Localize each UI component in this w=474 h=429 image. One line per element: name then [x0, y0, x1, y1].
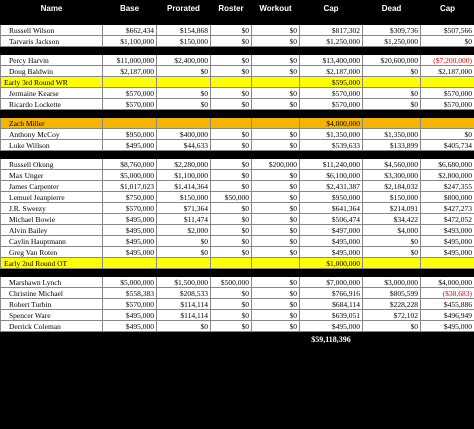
player-name: Derrick Coleman: [1, 321, 103, 332]
value-cell: $2,280,000: [157, 159, 211, 170]
value-cell: $114,114: [157, 310, 211, 321]
value-cell: $2,431,387: [300, 181, 363, 192]
value-cell: $0: [211, 214, 252, 225]
value-cell: $0: [157, 321, 211, 332]
value-cell: $3,000,000: [363, 277, 421, 288]
value-cell: $507,566: [421, 25, 474, 36]
value-cell: $570,000: [421, 88, 474, 99]
value-cell: $0: [252, 88, 300, 99]
value-cell: $2,187,000: [300, 66, 363, 77]
player-name: Percy Harvin: [1, 55, 103, 66]
value-cell: $570,000: [421, 99, 474, 110]
spacer-cell: [1, 269, 474, 277]
value-cell: $72,102: [363, 310, 421, 321]
header-row: [1, 1, 474, 17]
value-cell: $0: [252, 321, 300, 332]
value-cell: $2,000: [157, 225, 211, 236]
player-name: Ricardo Lockette: [1, 99, 103, 110]
value-cell: $493,000: [421, 225, 474, 236]
value-cell: $0: [211, 321, 252, 332]
value-cell: $1,000,000: [300, 258, 363, 269]
value-cell: $0: [211, 247, 252, 258]
table-row: [1, 277, 474, 288]
value-cell: $0: [211, 236, 252, 247]
value-cell: $0: [211, 288, 252, 299]
value-cell: $11,000,000: [103, 55, 157, 66]
table-row: [1, 88, 474, 99]
table-row: [1, 214, 474, 225]
value-cell: $0: [252, 247, 300, 258]
player-name: Anthony McCoy: [1, 129, 103, 140]
player-name: Early 2nd Round OT: [1, 258, 103, 269]
value-cell: $247,355: [421, 181, 474, 192]
table-row: [1, 170, 474, 181]
value-cell: $495,000: [300, 321, 363, 332]
value-cell: [157, 118, 211, 129]
value-cell: $0: [252, 99, 300, 110]
value-cell: [211, 118, 252, 129]
value-cell: $800,000: [421, 192, 474, 203]
table-row: [1, 192, 474, 203]
value-cell: $3,300,000: [363, 170, 421, 181]
value-cell: $4,000,000: [300, 118, 363, 129]
value-cell: $950,000: [300, 192, 363, 203]
value-cell: $495,000: [103, 321, 157, 332]
player-name: Tarvaris Jackson: [1, 36, 103, 47]
value-cell: $7,000,000: [300, 277, 363, 288]
value-cell: $11,474: [157, 214, 211, 225]
value-cell: $0: [363, 247, 421, 258]
value-cell: $495,000: [103, 140, 157, 151]
total-spacer: [1, 332, 300, 347]
value-cell: $0: [421, 129, 474, 140]
player-name: Greg Van Roten: [1, 247, 103, 258]
value-cell: $1,500,000: [157, 277, 211, 288]
value-cell: $570,000: [300, 99, 363, 110]
table-row: [1, 118, 474, 129]
value-cell: $1,100,000: [157, 170, 211, 181]
value-cell: $114,114: [157, 299, 211, 310]
value-cell: $0: [211, 181, 252, 192]
table-row: [1, 99, 474, 110]
table-row: [1, 258, 474, 269]
value-cell: $1,100,000: [103, 36, 157, 47]
value-cell: $400,000: [157, 129, 211, 140]
table-row: [1, 321, 474, 332]
value-cell: ($38,683): [421, 288, 474, 299]
value-cell: $0: [252, 203, 300, 214]
value-cell: $1,414,364: [157, 181, 211, 192]
value-cell: $13,400,000: [300, 55, 363, 66]
value-cell: $214,091: [363, 203, 421, 214]
value-cell: [252, 118, 300, 129]
value-cell: $558,383: [103, 288, 157, 299]
value-cell: $0: [252, 310, 300, 321]
value-cell: $5,000,000: [103, 170, 157, 181]
value-cell: $817,302: [300, 25, 363, 36]
player-name: Marshawn Lynch: [1, 277, 103, 288]
player-name: Zach Miller: [1, 118, 103, 129]
value-cell: $570,000: [103, 88, 157, 99]
value-cell: $0: [252, 299, 300, 310]
value-cell: $684,114: [300, 299, 363, 310]
value-cell: $8,760,000: [103, 159, 157, 170]
value-cell: $495,000: [300, 236, 363, 247]
value-cell: $495,000: [421, 247, 474, 258]
player-name: Spencer Ware: [1, 310, 103, 321]
value-cell: $6,680,000: [421, 159, 474, 170]
value-cell: $44,633: [157, 140, 211, 151]
header-prorated: Prorated: [157, 1, 211, 17]
value-cell: [363, 258, 421, 269]
value-cell: $1,250,000: [363, 36, 421, 47]
value-cell: $0: [252, 129, 300, 140]
value-cell: $0: [363, 66, 421, 77]
value-cell: $309,736: [363, 25, 421, 36]
player-name: James Carpenter: [1, 181, 103, 192]
table-row: [1, 310, 474, 321]
value-cell: $1,250,000: [300, 36, 363, 47]
value-cell: [421, 118, 474, 129]
value-cell: $0: [211, 203, 252, 214]
player-name: Russell Wilson: [1, 25, 103, 36]
value-cell: $539,633: [300, 140, 363, 151]
table-row: [1, 225, 474, 236]
value-cell: $4,560,000: [363, 159, 421, 170]
value-cell: $0: [211, 129, 252, 140]
player-name: Michael Bowie: [1, 214, 103, 225]
player-name: Alvin Bailey: [1, 225, 103, 236]
value-cell: $0: [252, 225, 300, 236]
table-row: [1, 25, 474, 36]
value-cell: $497,000: [300, 225, 363, 236]
value-cell: $595,000: [300, 77, 363, 88]
table-row: [1, 288, 474, 299]
value-cell: $506,474: [300, 214, 363, 225]
table-row: [1, 203, 474, 214]
spacer-cell: [1, 110, 474, 118]
value-cell: $71,364: [157, 203, 211, 214]
value-cell: $0: [211, 140, 252, 151]
value-cell: $34,422: [363, 214, 421, 225]
header-cap: Cap: [300, 1, 363, 17]
value-cell: $0: [211, 299, 252, 310]
value-cell: $0: [252, 36, 300, 47]
table-row: [1, 55, 474, 66]
value-cell: $0: [211, 170, 252, 181]
value-cell: $495,000: [103, 214, 157, 225]
player-name: Caylin Hauptmann: [1, 236, 103, 247]
group-spacer: [1, 17, 474, 25]
value-cell: [103, 118, 157, 129]
value-cell: $495,000: [103, 225, 157, 236]
player-name: Christine Michael: [1, 288, 103, 299]
value-cell: $0: [252, 236, 300, 247]
total-cap: $59,118,396: [300, 332, 363, 347]
value-cell: [363, 77, 421, 88]
value-cell: [252, 258, 300, 269]
value-cell: $495,000: [103, 236, 157, 247]
value-cell: $0: [363, 321, 421, 332]
player-name: J.R. Sweezy: [1, 203, 103, 214]
value-cell: $2,184,032: [363, 181, 421, 192]
value-cell: [103, 77, 157, 88]
value-cell: $0: [157, 247, 211, 258]
table-body: [1, 17, 474, 347]
value-cell: $472,052: [421, 214, 474, 225]
value-cell: [211, 258, 252, 269]
value-cell: $495,000: [421, 321, 474, 332]
value-cell: $154,868: [157, 25, 211, 36]
group-spacer: [1, 269, 474, 277]
header-name: Name: [1, 1, 103, 17]
player-name: Robert Turbin: [1, 299, 103, 310]
value-cell: [421, 77, 474, 88]
value-cell: $6,100,000: [300, 170, 363, 181]
spacer-cell: [1, 47, 474, 55]
total-spacer: [363, 332, 474, 347]
value-cell: $0: [252, 25, 300, 36]
value-cell: $496,949: [421, 310, 474, 321]
value-cell: $200,000: [252, 159, 300, 170]
value-cell: $0: [211, 88, 252, 99]
value-cell: $50,000: [211, 192, 252, 203]
value-cell: [103, 258, 157, 269]
value-cell: $570,000: [103, 299, 157, 310]
value-cell: $0: [252, 66, 300, 77]
value-cell: $805,599: [363, 288, 421, 299]
value-cell: $0: [252, 277, 300, 288]
value-cell: $570,000: [300, 88, 363, 99]
table-row: [1, 77, 474, 88]
value-cell: $2,400,000: [157, 55, 211, 66]
value-cell: $0: [211, 66, 252, 77]
value-cell: $0: [157, 88, 211, 99]
value-cell: $2,800,000: [421, 170, 474, 181]
value-cell: $1,017,023: [103, 181, 157, 192]
value-cell: $2,187,000: [421, 66, 474, 77]
value-cell: $0: [211, 36, 252, 47]
value-cell: $662,434: [103, 25, 157, 36]
value-cell: $0: [252, 140, 300, 151]
value-cell: $0: [211, 310, 252, 321]
player-name: Doug Baldwin: [1, 66, 103, 77]
value-cell: ($7,200,000): [421, 55, 474, 66]
value-cell: $0: [363, 99, 421, 110]
value-cell: [252, 77, 300, 88]
value-cell: $500,000: [211, 277, 252, 288]
table-row: [1, 140, 474, 151]
table-row: [1, 129, 474, 140]
value-cell: $0: [157, 99, 211, 110]
value-cell: $150,000: [363, 192, 421, 203]
table-row: [1, 181, 474, 192]
value-cell: $0: [211, 159, 252, 170]
header-base: Base: [103, 1, 157, 17]
group-spacer: [1, 151, 474, 159]
player-name: Lemuel Jeanpierre: [1, 192, 103, 203]
value-cell: $0: [252, 288, 300, 299]
table-row: [1, 66, 474, 77]
value-cell: $750,000: [103, 192, 157, 203]
value-cell: [363, 118, 421, 129]
player-name: Early 3rd Round WR: [1, 77, 103, 88]
value-cell: $455,886: [421, 299, 474, 310]
value-cell: $0: [211, 25, 252, 36]
value-cell: $0: [252, 170, 300, 181]
value-cell: $5,000,000: [103, 277, 157, 288]
value-cell: $0: [252, 181, 300, 192]
player-name: Max Unger: [1, 170, 103, 181]
value-cell: $495,000: [300, 247, 363, 258]
value-cell: $0: [211, 55, 252, 66]
value-cell: $0: [252, 192, 300, 203]
value-cell: $4,000,000: [421, 277, 474, 288]
value-cell: $570,000: [103, 203, 157, 214]
value-cell: $20,600,000: [363, 55, 421, 66]
value-cell: [421, 258, 474, 269]
value-cell: $11,240,000: [300, 159, 363, 170]
value-cell: $150,000: [157, 36, 211, 47]
header-cap-savings: Cap: [421, 1, 474, 17]
value-cell: $495,000: [103, 247, 157, 258]
value-cell: $0: [363, 88, 421, 99]
value-cell: $495,000: [421, 236, 474, 247]
value-cell: $766,916: [300, 288, 363, 299]
table-row: [1, 247, 474, 258]
value-cell: $1,350,000: [300, 129, 363, 140]
value-cell: $150,000: [157, 192, 211, 203]
player-name: Jermaine Kearse: [1, 88, 103, 99]
value-cell: $2,187,000: [103, 66, 157, 77]
value-cell: $133,899: [363, 140, 421, 151]
group-spacer: [1, 110, 474, 118]
table-row: [1, 236, 474, 247]
value-cell: $0: [157, 66, 211, 77]
player-name: Luke Willson: [1, 140, 103, 151]
value-cell: $0: [211, 225, 252, 236]
value-cell: $427,273: [421, 203, 474, 214]
value-cell: $208,533: [157, 288, 211, 299]
value-cell: $0: [421, 36, 474, 47]
value-cell: [157, 258, 211, 269]
value-cell: $405,734: [421, 140, 474, 151]
table-row: [1, 36, 474, 47]
value-cell: $4,000: [363, 225, 421, 236]
table-row: [1, 159, 474, 170]
value-cell: $0: [252, 55, 300, 66]
value-cell: $0: [363, 236, 421, 247]
header-dead: Dead: [363, 1, 421, 17]
header-roster: Roster: [211, 1, 252, 17]
value-cell: [211, 77, 252, 88]
header-workout: Workout: [252, 1, 300, 17]
spacer-cell: [1, 151, 474, 159]
value-cell: $0: [211, 99, 252, 110]
group-spacer: [1, 47, 474, 55]
value-cell: $1,350,000: [363, 129, 421, 140]
value-cell: $0: [157, 236, 211, 247]
value-cell: $0: [252, 214, 300, 225]
value-cell: $570,000: [103, 99, 157, 110]
value-cell: $495,000: [103, 310, 157, 321]
value-cell: [157, 77, 211, 88]
value-cell: $950,000: [103, 129, 157, 140]
value-cell: $228,228: [363, 299, 421, 310]
player-name: Russell Okung: [1, 159, 103, 170]
value-cell: $639,051: [300, 310, 363, 321]
spacer-cell: [1, 17, 474, 25]
value-cell: $641,364: [300, 203, 363, 214]
total-row: [1, 332, 474, 347]
table-row: [1, 299, 474, 310]
